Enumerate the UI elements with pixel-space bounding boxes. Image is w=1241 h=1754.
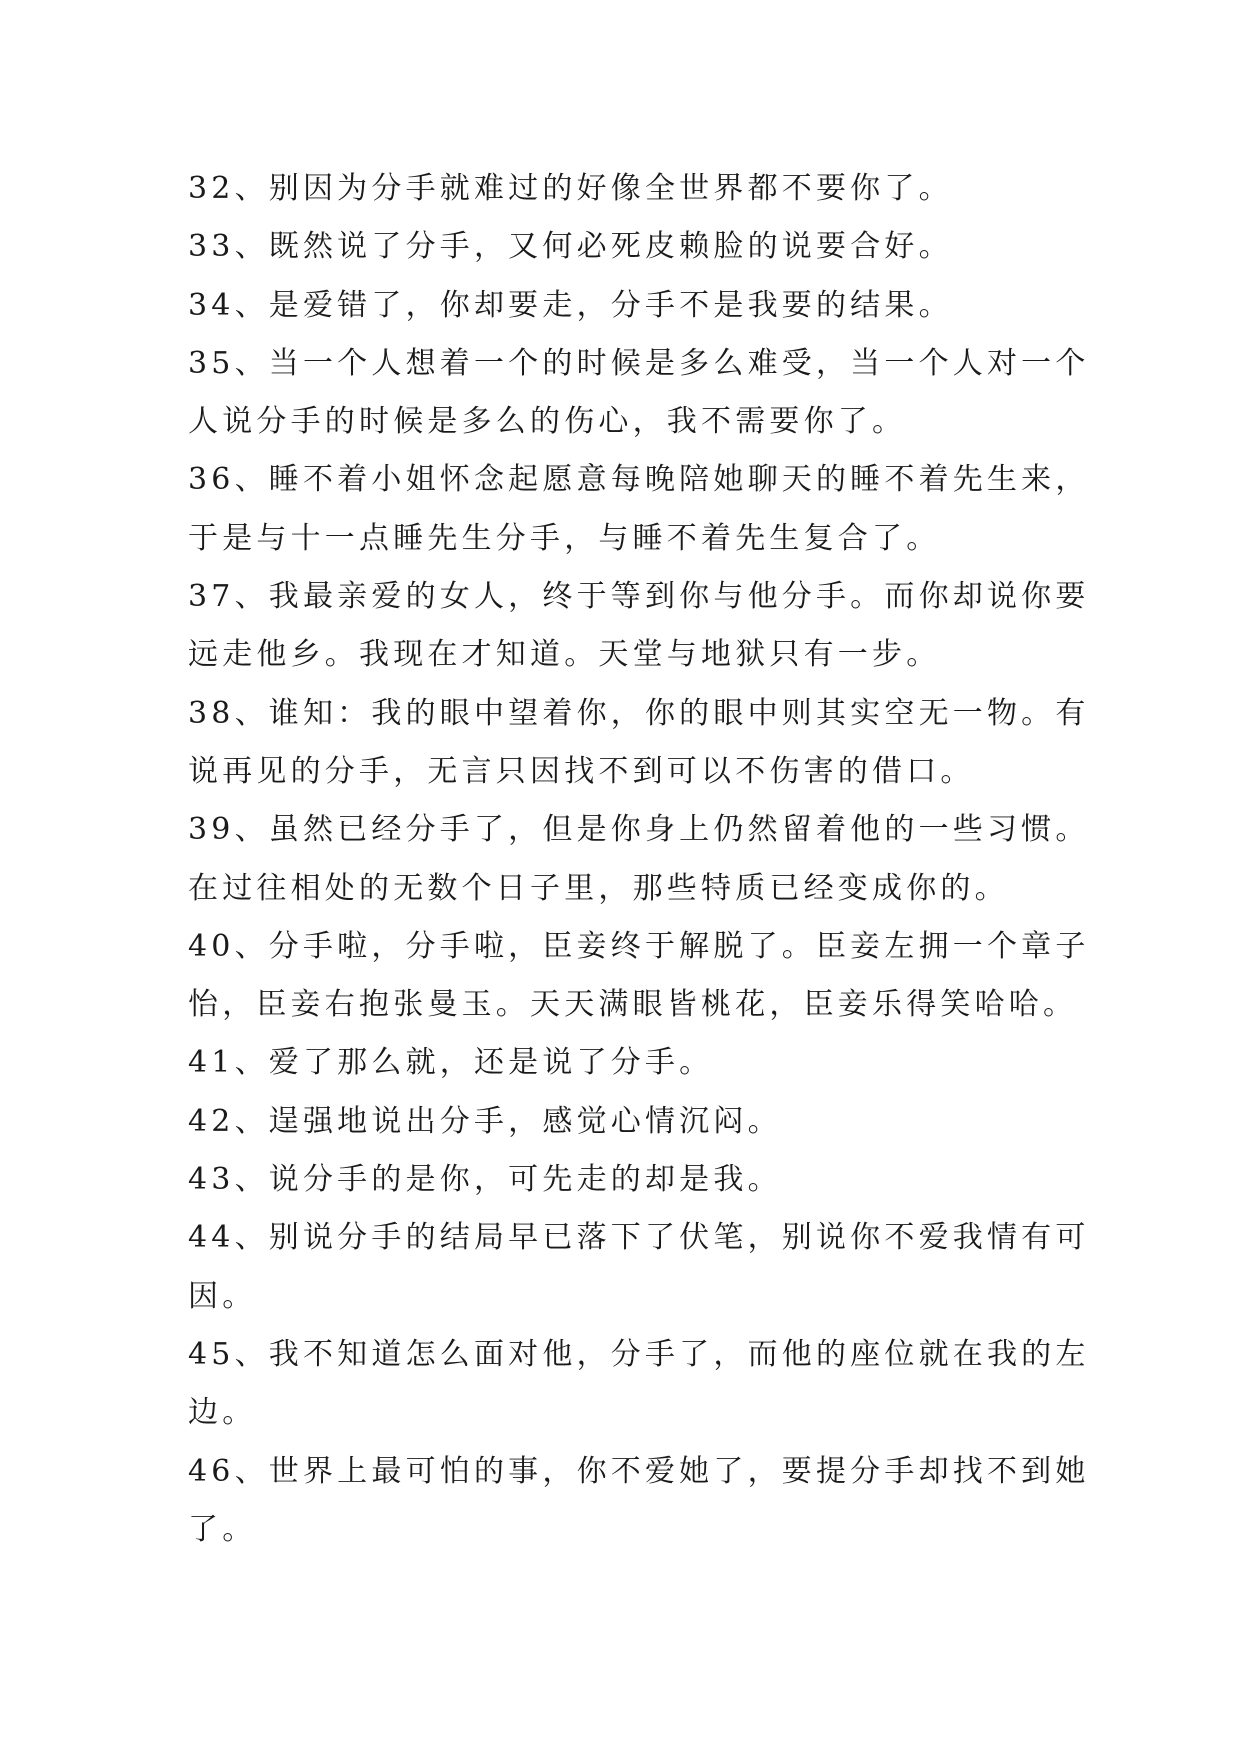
text-line: 说再见的分手，无言只因找不到可以不伤害的借口。: [188, 753, 975, 789]
text-line: 了。: [188, 1511, 257, 1547]
text-line: 边。: [188, 1395, 257, 1431]
text-line: 36、睡不着小姐怀念起愿意每晚陪她聊天的睡不着先生来，: [188, 462, 1090, 498]
text-line: 37、我最亲爱的女人，终于等到你与他分手。而你却说你要: [188, 579, 1090, 615]
text-line: 于是与十一点睡先生分手，与睡不着先生复合了。: [188, 520, 941, 556]
text-line: 44、别说分手的结局早已落下了伏笔，别说你不爱我情有可: [188, 1220, 1090, 1256]
text-line: 35、当一个人想着一个的时候是多么难受，当一个人对一个: [188, 345, 1090, 381]
text-line: 怡，臣妾右抱张曼玉。天天满眼皆桃花，臣妾乐得笑哈哈。: [188, 987, 1078, 1023]
text-line: 43、说分手的是你，可先走的却是我。: [188, 1162, 782, 1198]
document-body: [188, 160, 1090, 1559]
text-line: 远走他乡。我现在才知道。天堂与地狱只有一步。: [188, 637, 941, 673]
text-line: 32、别因为分手就难过的好像全世界都不要你了。: [188, 171, 953, 206]
text-line: 46、世界上最可怕的事，你不爱她了，要提分手却找不到她: [188, 1453, 1090, 1489]
text-line: 45、我不知道怎么面对他，分手了，而他的座位就在我的左: [188, 1336, 1090, 1372]
text-line: 41、爱了那么就，还是说了分手。: [188, 1045, 714, 1081]
text-line: 在过往相处的无数个日子里，那些特质已经变成你的。: [188, 870, 1009, 906]
text-line: 40、分手啦，分手啦，臣妾终于解脱了。臣妾左拥一个章子: [188, 928, 1090, 964]
text-line: 因。: [188, 1278, 257, 1314]
text-line: 34、是爱错了，你却要走，分手不是我要的结果。: [188, 287, 953, 323]
text-line: 42、逞强地说出分手，感觉心情沉闷。: [188, 1103, 782, 1139]
text-line: 人说分手的时候是多么的伤心，我不需要你了。: [188, 404, 907, 440]
text-line: 33、既然说了分手，又何必死皮赖脸的说要合好。: [188, 229, 953, 265]
text-line: 39、虽然已经分手了，但是你身上仍然留着他的一些习惯。: [188, 812, 1090, 848]
text-line: 38、谁知：我的眼中望着你，你的眼中则其实空无一物。有: [188, 695, 1090, 731]
